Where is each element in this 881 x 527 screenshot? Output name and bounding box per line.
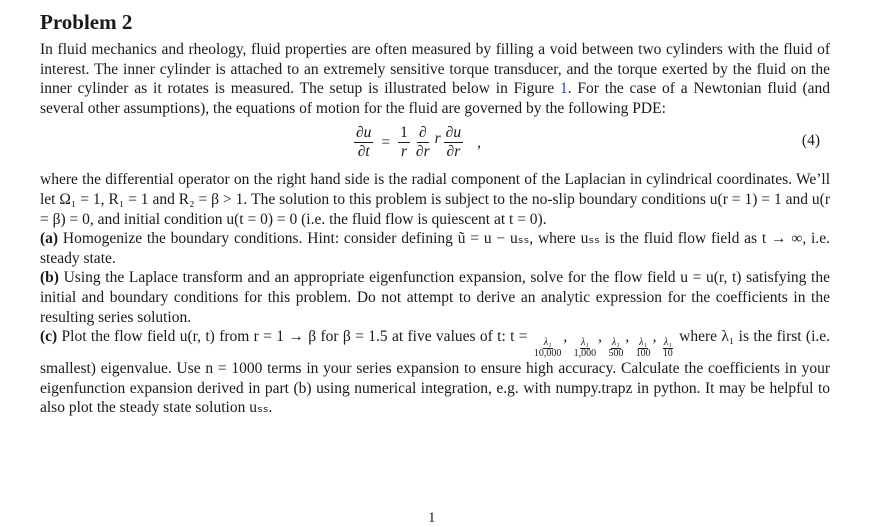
problem-title: Problem 2: [40, 10, 133, 34]
time-fraction-1: $\frac{\text{λ₁}}{10,000}$: [533, 337, 562, 360]
equation-number: (4): [801, 132, 820, 150]
time-fraction-5: $\frac{\text{λ₁}}{10}$: [662, 337, 673, 360]
intro-text-1: In fluid mechanics and rheology, fluid properties are often measured by filling a void between two cylinders with the fluid of interest. The inner cylinder is attached to an extremely sensitive torque transducer, and the torque exerted by the fluid on the inner cylinder as it rotates is measured. The setup is illustrated below in Figure: [40, 41, 830, 98]
inner-numerator: ∂u: [445, 124, 462, 142]
time-fraction-3: $\frac{\text{λ₁}}{500}$: [608, 337, 624, 360]
time-fraction-2: $\frac{\text{λ₁}}{1,000}$: [573, 337, 597, 360]
operator-fraction: [414, 124, 432, 161]
inner-denominator: ∂r: [446, 143, 461, 161]
part-b-text: Using the Laplace transform and an appropriate eigenfunction expansion, solve for the flow field u = u(r, t) satisfying the initial and boundary conditions for this problem. Do not attempt to derive an analytic expression for the coefficients in the resulting series solution.: [40, 269, 830, 326]
pde-equation: [40, 118, 830, 170]
part-c-label: (c): [40, 328, 58, 346]
time-fraction-4: $\frac{\text{λ₁}}{100}$: [635, 337, 651, 360]
page-number: 1: [428, 510, 436, 526]
figure-reference-link[interactable]: 1: [559, 80, 568, 98]
part-a-text: Homogenize the boundary conditions. Hint: consider defining ũ = u − uₛₛ, where uₛₛ is the fluid flow field as t → ∞, i.e. steady state.: [40, 230, 830, 267]
inner-fraction: [444, 124, 463, 161]
equation-body: [352, 124, 481, 161]
equals-sign: =: [381, 133, 391, 151]
part-c-paragraph: (c) Plot the flow field u(r, t) from r = 1 → β for β = 1.5 at five values of t: t = $\frac{\text{λ₁}}{10,000}$ , $\frac{\text{λ₁}}{1,000}$ , $\frac{\text{λ₁}}{500}$ , $\frac{\text{λ₁}}{100}$ , $\frac{\text{λ₁}}{10}$ where λ₁ is the first (i.e. smallest) eigenvalue. Use n = 1000 terms in your series expansion to ensure high accuracy. Calculate the coefficients in your eigenfunction expansion derived in part (b) using numerical integration, e.g. with numpy.trapz in python. It may be helpful to also plot the steady state solution uₛₛ.: [40, 328, 831, 417]
part-c-text-2: where λ₁ is the first (i.e. smallest) eigenvalue. Use n = 1000 terms in your series expansion to ensure high accuracy. Calculate the coefficients in your eigenfunction expansion derived in part (b) using numerical integration, e.g. with numpy.trapz in python. It may be helpful to also plot the steady state solution uₛₛ.: [40, 328, 831, 417]
operator-numerator: ∂: [418, 124, 427, 142]
part-a-paragraph: [40, 229, 830, 268]
description-paragraph: where the differential operator on the right hand side is the radial component of the Laplacian in cylindrical coordinates. We’ll let Ω₁ = 1, R₁ = 1 and R₂ = β > 1. The solution to this problem is subject to the no-slip boundary conditions u(r = 1) = 1 and u(r = β) = 0, and initial condition u(t = 0) = 0 (i.e. the fluid flow is quiescent at t = 0).: [40, 171, 830, 228]
intro-text-2: . For the case of a Newtonian fluid (and several other assumptions), the equations of motion for the fluid are governed by the following PDE:: [40, 80, 830, 117]
part-a-label: (a): [40, 230, 59, 248]
equation-comma: ,: [477, 133, 481, 151]
operator-denominator: ∂r: [415, 143, 430, 161]
part-b-label: (b): [40, 269, 59, 287]
problem-page: [40, 10, 830, 418]
lhs-denominator: ∂t: [357, 143, 370, 161]
equation-middle-r: r: [434, 129, 441, 147]
coefficient-denominator: r: [401, 143, 408, 161]
part-b-paragraph: [40, 268, 830, 327]
lhs-fraction: [354, 124, 373, 161]
lhs-numerator: ∂u: [356, 124, 372, 142]
coefficient-fraction: [398, 124, 410, 161]
intro-paragraph: [40, 40, 830, 118]
coefficient-numerator: 1: [400, 124, 408, 142]
part-c-text-1: Plot the flow field u(r, t) from r = 1 → β for β = 1.5 at five values of t: t =: [57, 328, 532, 346]
